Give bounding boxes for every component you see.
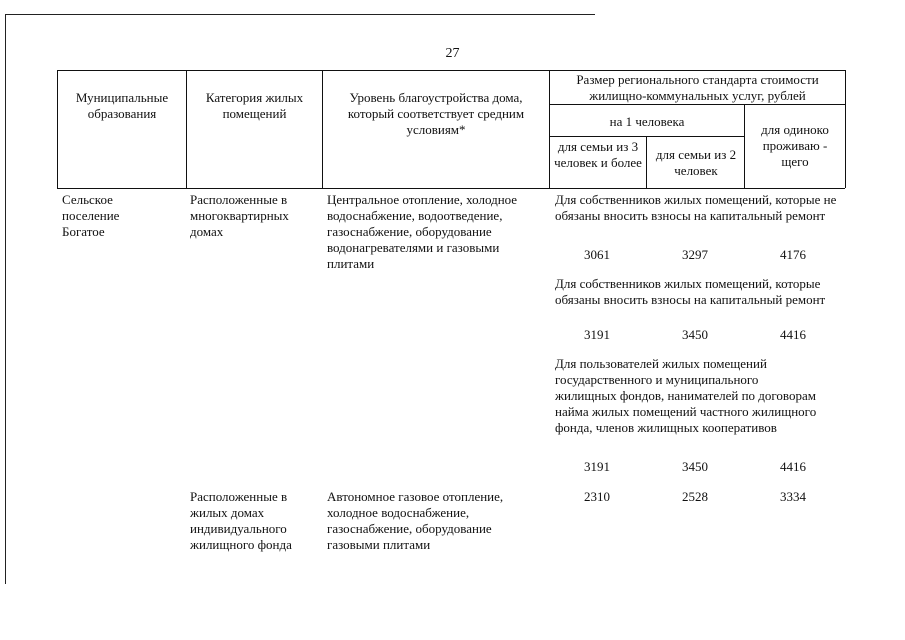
group2-label: Для собственников жилых помещений, которые обязаны вносить взносы на капитальный ремонт	[555, 276, 826, 307]
block2-value-family2: 2528	[682, 489, 708, 504]
group3-value-family3: 3191	[584, 459, 610, 474]
header-bottom-border	[57, 188, 845, 189]
header-level: Уровень благоустройства дома, который соответствует средним условиям*	[347, 90, 525, 137]
block1-level: Центральное отопление, холодное водоснабжение, водоотведение, газоснабжение, оборудование водонагревателями и газовыми плитами	[327, 192, 518, 271]
page-number: 27	[445, 46, 460, 61]
col-border-left	[57, 70, 58, 188]
page-border-top	[5, 14, 595, 15]
col-border-1	[186, 70, 187, 188]
block2-category: Расположенные в жилых домах индивидуального жилищного фонда	[190, 489, 292, 552]
block2-value-family3: 2310	[584, 489, 610, 504]
size-title-divider	[549, 104, 845, 105]
header-per-person: на 1 человека	[609, 114, 685, 129]
header-single: для одиноко проживаю - щего	[761, 122, 829, 169]
group3-value-family2: 3450	[682, 459, 708, 474]
group3-value-single: 4416	[780, 459, 806, 474]
block2-value-single: 3334	[780, 489, 806, 504]
col-border-4	[646, 136, 647, 188]
group1-value-family2: 3297	[682, 247, 708, 262]
group3-label: Для пользователей жилых помещений государственного и муниципального жилищных фондов, нанимателей по договорам найма жилых помещений частного жилищного фонда, членов жилищных кооперативов	[555, 356, 817, 435]
block1-category: Расположенные в многоквартирных домах	[190, 192, 289, 239]
municipality-name: Сельское поселение Богатое	[62, 192, 120, 239]
block2-level: Автономное газовое отопление, холодное водоснабжение, газоснабжение, оборудование газовыми плитами	[327, 489, 504, 552]
table-top-border	[57, 70, 845, 71]
group1-label: Для собственников жилых помещений, которые не обязаны вносить взносы на капитальный ремонт	[555, 192, 837, 223]
col-border-2	[322, 70, 323, 188]
group2-value-single: 4416	[780, 327, 806, 342]
group1-value-single: 4176	[780, 247, 806, 262]
page-border-left	[5, 14, 6, 584]
header-family3: для семьи из 3 человек и более	[554, 139, 642, 170]
header-family2: для семьи из 2 человек	[655, 147, 737, 178]
header-municipal: Муниципальные образования	[75, 90, 169, 121]
group1-value-family3: 3061	[584, 247, 610, 262]
header-size-title: Размер регионального стандарта стоимости жилищно-коммунальных услуг, рублей	[576, 72, 819, 103]
group2-value-family2: 3450	[682, 327, 708, 342]
col-border-5	[744, 104, 745, 188]
group2-value-family3: 3191	[584, 327, 610, 342]
header-category: Категория жилых помещений	[205, 90, 304, 121]
col-border-right	[845, 70, 846, 188]
